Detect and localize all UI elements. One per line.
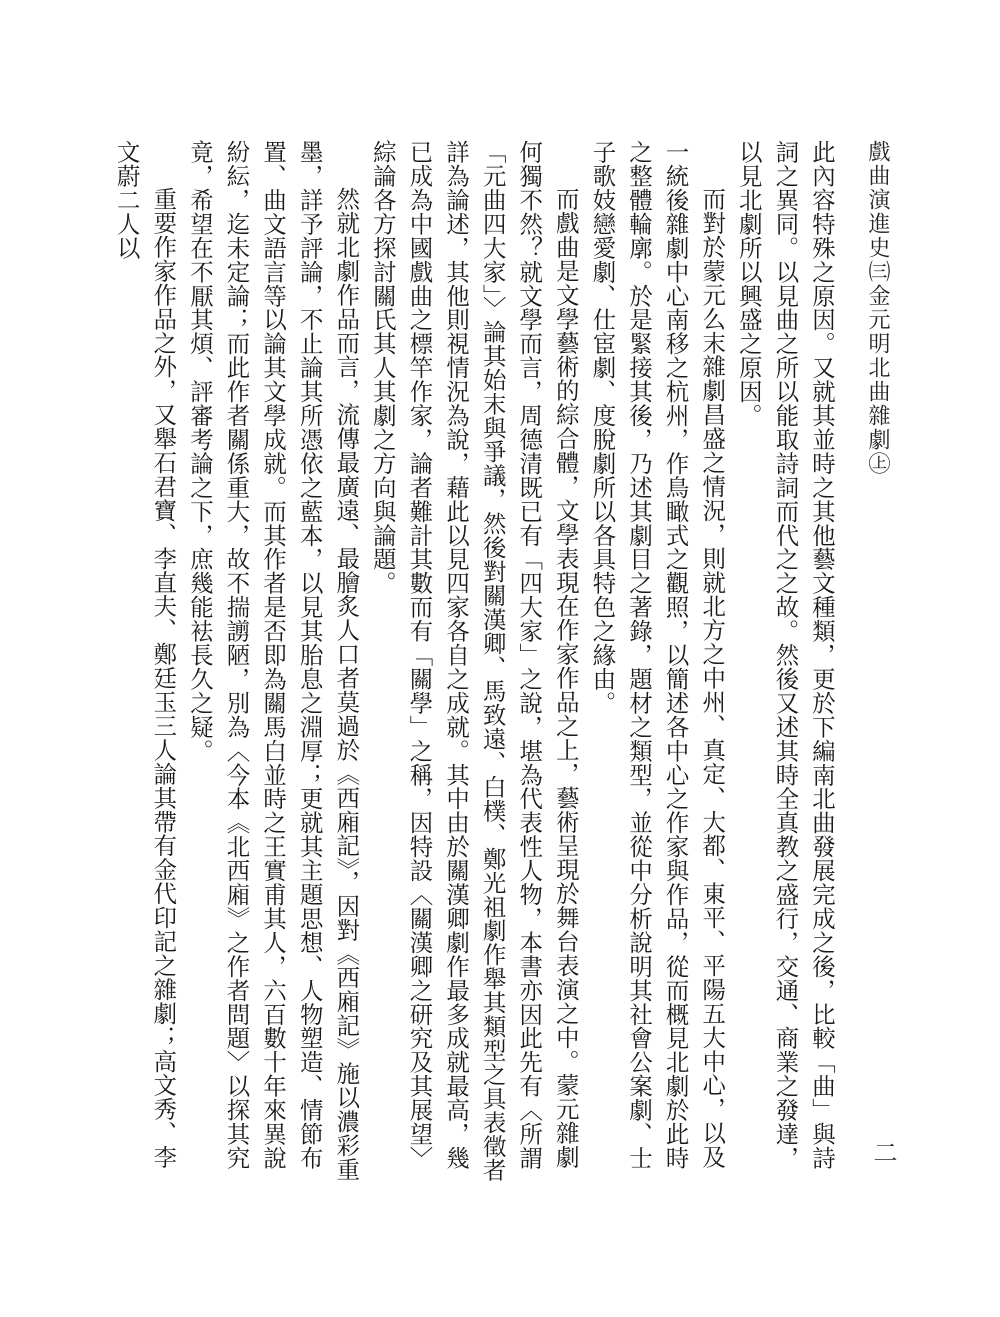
paragraph-5: 重要作家作品之外，又舉石君寶、李直夫、鄭廷玉三人論其帶有金代印記之雜劇；高文秀、李文蔚二人以 [112, 140, 178, 1169]
paragraph-1: 此內容特殊之原因。又就其並時之其他藝文種類，更於下編南北曲發展完成之後，比較「曲」與詩詞之異同。以見曲之所以能取詩詞而代之之故。然後又述其時全真教之盛行，交通、商業之發達，以見北劇所以興盛之原因。 [734, 140, 836, 1170]
paragraph-4: 然就北劇作品而言，流傳最廣遠、最膾炙人口者莫過於《西廂記》，因對《西廂記》施以濃彩重墨，詳予評論，不止論其所憑依之藍本，以見其胎息之淵厚；更就其主題思想、人物塑造、情節布置、曲文語言等以論其文學成就。而其作者是否即為關馬白並時之王實甫其人，六百數十年來異說紛紜，迄未定論；而此作者關係重大，故不揣謭陋，別為〈今本《北西廂》之作者問題〉以探其究竟，希望在不厭其煩、評審考論之下，庶幾能袪長久之疑。 [185, 140, 361, 1181]
paragraph-2: 而對於蒙元么末雜劇昌盛之情況，則就北方之中州、真定、大都、東平、平陽五大中心，以及一統後雜劇中心南移之杭州，作鳥瞰式之觀照，以簡述各中心之作家與作品，從而概見北劇於此時之整體輪廓。於是緊接其後，乃述其劇目之著錄，題材之類型，並從中分析說明其社會公案劇、士子歌妓戀愛劇、仕宦劇、度脫劇所以各具特色之緣由。 [588, 140, 727, 1170]
paragraph-3: 而戲曲是文學藝術的綜合體，文學表現在作家作品之上，藝術呈現於舞台表演之中。蒙元雜劇何獨不然？就文學而言，周德清既已有「四大家」之說，堪為代表性人物，本書亦因此先有〈所謂「元曲四大家」〉論其始末與爭議，然後對關漢卿、馬致遠、白樸、鄭光祖劇作舉其類型之具表徵者詳為論述，其他則視情況為說，藉此以見四家各自之成就。其中由於關漢卿劇作最多成就最高，幾已成為中國戲曲之標竿作家，論者難計其數而有「關學」之稱，因特設〈關漢卿之研究及其展望〉綜論各方探討關氏其人其劇之方向與論題。 [368, 140, 580, 1183]
body-text [112, 140, 840, 1190]
running-head: 戲曲演進史㈢金元明北曲雜劇㊤ [865, 140, 890, 476]
page-number: 二 [869, 1140, 897, 1164]
